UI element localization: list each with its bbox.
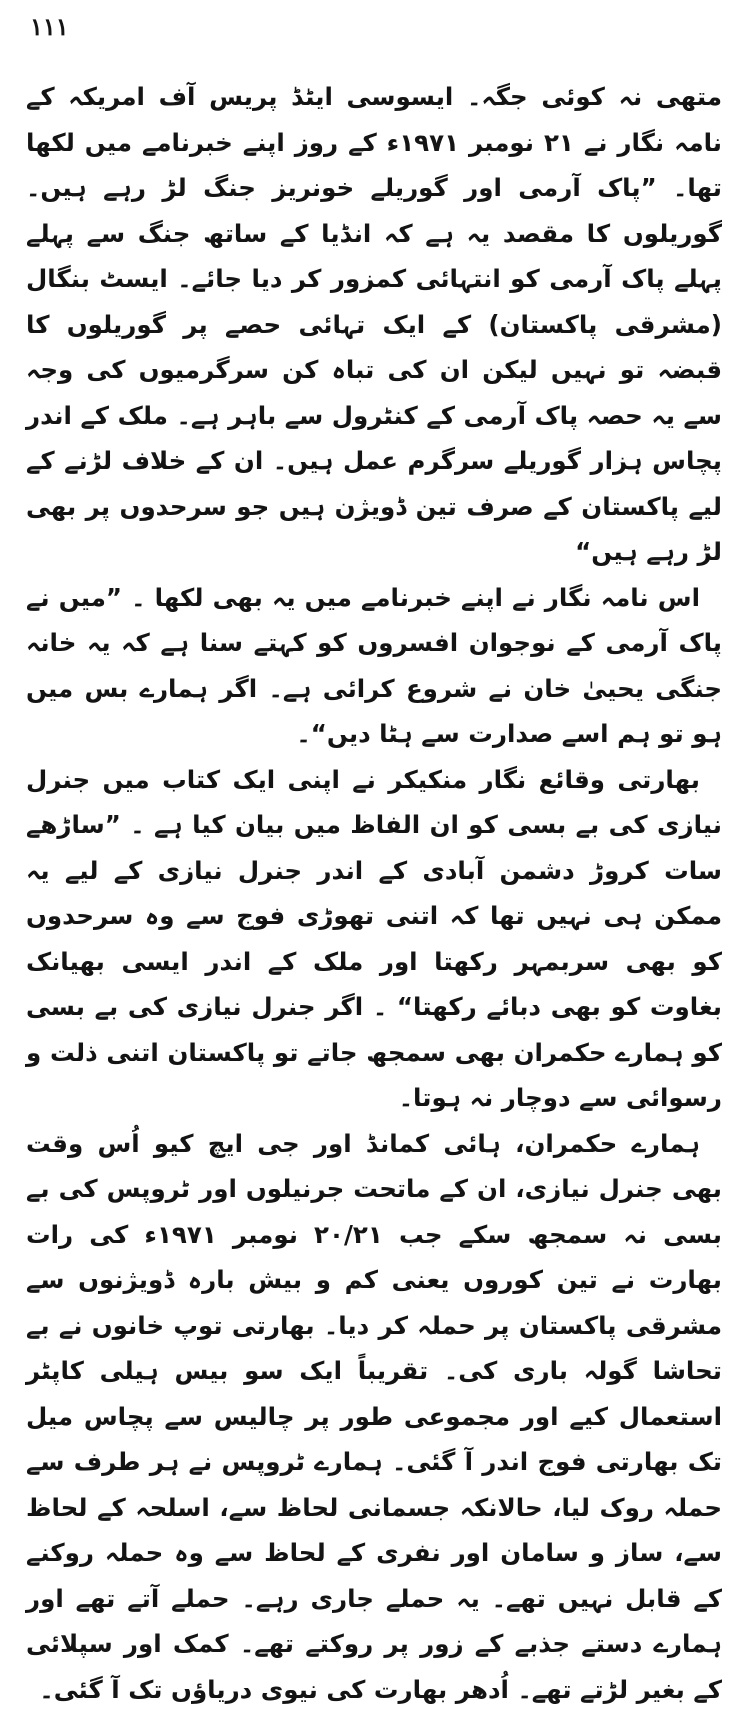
- page-number: ۱۱۱: [30, 12, 69, 41]
- body-text: [26, 74, 722, 1712]
- paragraph-mankekar-quote: بھارتی وقائع نگار منکیکر نے اپنی ایک کتاب میں جنرل نیازی کی بے بسی کو ان الفاظ میں بیان کیا ہے ۔ ”ساڑھے سات کروڑ دشمن آبادی کے اندر جنرل نیازی کے لیے یہ ممکن ہی نہیں تھا کہ اتنی تھوڑی فوج سے وہ سرحدوں کو بھی سربمہر رکھتا اور ملک کے اندر ایسی بھیانک بغاوت کو بھی دبائے رکھتا“ ۔ اگر جنرل نیازی کی بے بسی کو ہمارے حکمران بھی سمجھ جاتے تو پاکستان اتنی ذلت و رسوائی سے دوچار نہ ہوتا۔: [26, 757, 722, 1121]
- paragraph-indian-attack: ہمارے حکمران، ہائی کمانڈ اور جی ایچ کیو اُس وقت بھی جنرل نیازی، ان کے ماتحت جرنیلوں اور ٹروپس کی بے بسی نہ سمجھ سکے جب ۲۰/۲۱ نومبر ۱۹۷۱ء کی رات بھارت نے تین کوروں یعنی کم و بیش بارہ ڈویژنوں سے مشرقی پاکستان پر حملہ کر دیا۔ بھارتی توپ خانوں نے بے تحاشا گولہ باری کی۔ تقریباً ایک سو بیس ہیلی کاپٹر استعمال کیے اور مجموعی طور پر چالیس سے پچاس میل تک بھارتی فوج اندر آ گئی۔ ہمارے ٹروپس نے ہر طرف سے حملہ روک لیا، حالانکہ جسمانی لحاظ سے، اسلحہ کے لحاظ سے، ساز و سامان اور نفری کے لحاظ سے وہ حملہ روکنے کے قابل نہیں تھے۔ یہ حملے جاری رہے۔ حملے آتے تھے اور ہمارے دستے جذبے کے زور پر روکتے تھے۔ کمک اور سپلائی کے بغیر لڑتے تھے۔ اُدھر بھارت کی نیوی دریاؤں تک آ گئی۔: [26, 1121, 722, 1712]
- paragraph-officers-quote: اس نامہ نگار نے اپنے خبرنامے میں یہ بھی لکھا ۔ ”میں نے پاک آرمی کے نوجوان افسروں کو کہتے سنا ہے کہ یہ خانہ جنگی یحییٰ خان نے شروع کرائی ہے۔ اگر ہمارے بس میں ہو تو ہم اسے صدارت سے ہٹا دیں“۔: [26, 575, 722, 757]
- paragraph-ap-report: متھی نہ کوئی جگہ۔ ایسوسی ایٹڈ پریس آف امریکہ کے نامہ نگار نے ۲۱ نومبر ۱۹۷۱ء کے روز اپنے خبرنامے میں لکھا تھا۔ ”پاک آرمی اور گوریلے خونریز جنگ لڑ رہے ہیں۔ گوریلوں کا مقصد یہ ہے کہ انڈیا کے ساتھ جنگ سے پہلے پہلے پاک آرمی کو انتہائی کمزور کر دیا جائے۔ ایسٹ بنگال (مشرقی پاکستان) کے ایک تہائی حصے پر گوریلوں کا قبضہ تو نہیں لیکن ان کی تباہ کن سرگرمیوں کی وجہ سے یہ حصہ پاک آرمی کے کنٹرول سے باہر ہے۔ ملک کے اندر پچاس ہزار گوریلے سرگرم عمل ہیں۔ ان کے خلاف لڑنے کے لیے پاکستان کے صرف تین ڈویژن ہیں جو سرحدوں پر بھی لڑ رہے ہیں“: [26, 74, 722, 575]
